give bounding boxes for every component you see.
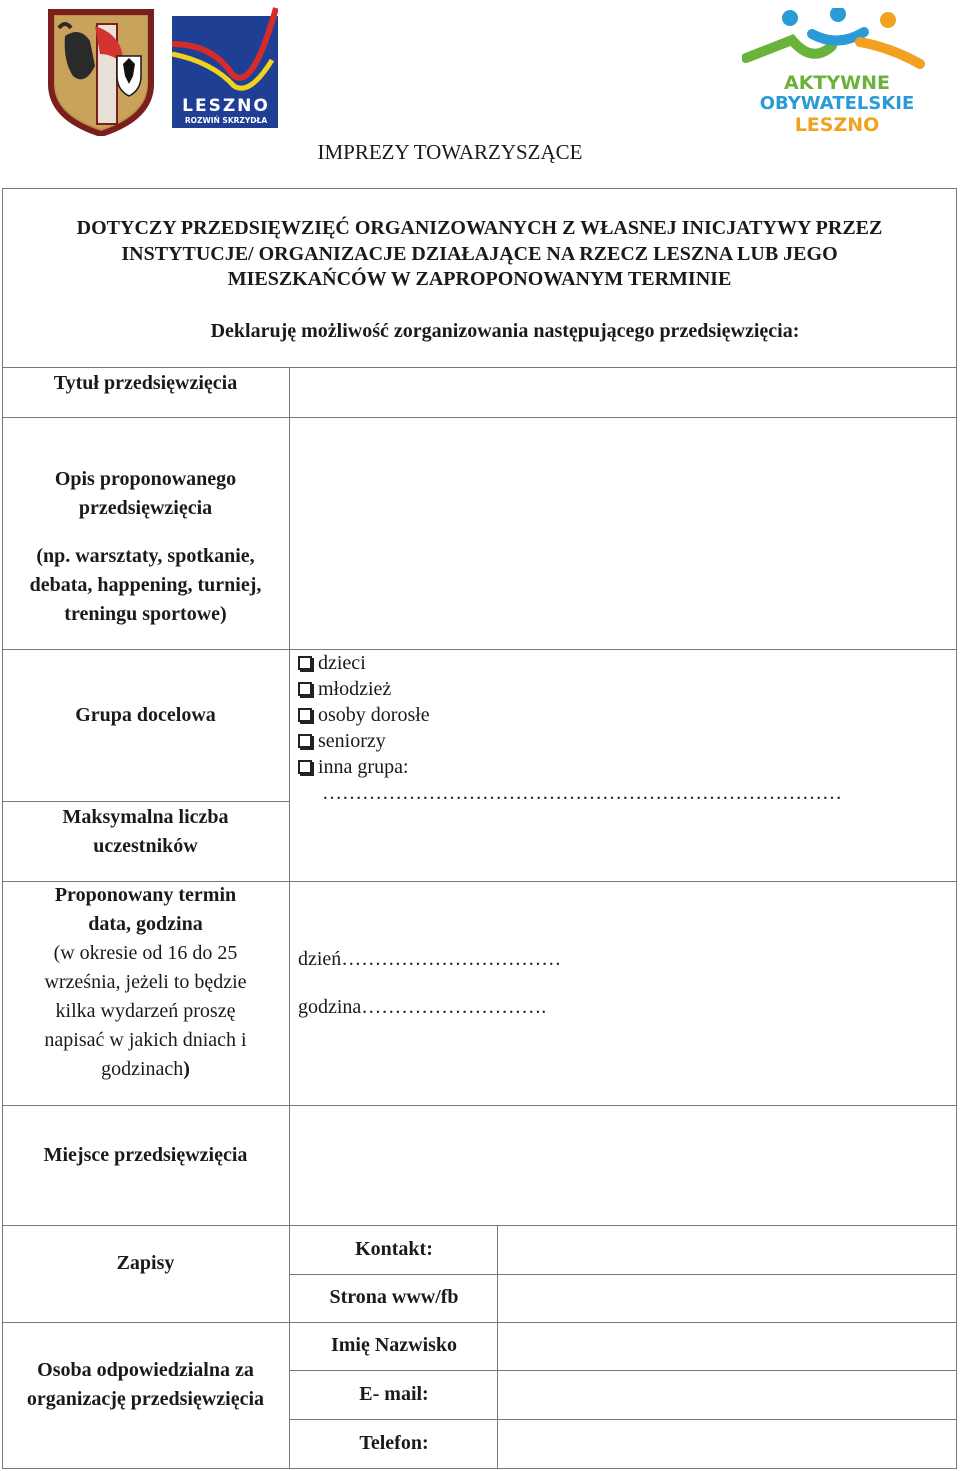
checkbox-icon[interactable] xyxy=(298,760,312,774)
description-hint-line-1: (np. warsztaty, spotkanie, xyxy=(36,545,255,567)
aktywne-obywatelskie-logo xyxy=(742,8,932,138)
coat-of-arms-logo xyxy=(45,6,157,136)
intro-line-1: DOTYCZY PRZEDSIĘWZIĘĆ ORGANIZOWANYCH Z WŁASNEJ INICJATYWY PRZEZ xyxy=(76,217,883,239)
phone-label: Telefon: xyxy=(359,1432,429,1454)
date-hint-line-2: września, jeżeli to będzie xyxy=(44,971,247,993)
intro-line-2: INSTYTUCJE/ ORGANIZACJE DZIAŁAJĄCE NA RZECZ LESZNA LUB JEGO xyxy=(121,243,838,265)
option-other-group[interactable]: inna grupa: xyxy=(298,754,409,780)
page-title: IMPREZY TOWARZYSZĄCE xyxy=(317,140,583,164)
leszno-brand-logo xyxy=(172,4,278,128)
description-hint-line-3: treningu sportowe) xyxy=(64,603,227,625)
checkbox-icon[interactable] xyxy=(298,734,312,748)
description-label-line-2: przedsięwzięcia xyxy=(78,497,213,519)
date-hint-line-4: napisać w jakich dniach i xyxy=(44,1029,247,1051)
leszno-wordmark: LESZNO xyxy=(182,96,270,116)
other-group-dots[interactable]: …………………………………………………………………… xyxy=(322,782,842,804)
description-label-line-1: Opis proponowanego xyxy=(54,468,237,490)
description-hint-line-2: debata, happening, turniej, xyxy=(29,574,262,596)
day-field[interactable]: dzień…………………………… xyxy=(298,948,562,970)
checkbox-icon[interactable] xyxy=(298,708,312,722)
contact-input-cell[interactable] xyxy=(499,1227,955,1273)
aktywne-line3: LESZNO xyxy=(794,114,880,136)
title-input-cell[interactable] xyxy=(291,369,955,416)
contact-label: Kontakt: xyxy=(355,1238,433,1260)
leszno-tagline: ROZWIŃ SKRZYDŁA xyxy=(184,116,268,125)
option-youth[interactable]: młodzież xyxy=(298,676,391,702)
www-input-cell[interactable] xyxy=(499,1276,955,1321)
email-input-cell[interactable] xyxy=(499,1372,955,1418)
date-label-line-1: Proponowany termin xyxy=(54,884,237,906)
hour-field[interactable]: godzina………………………. xyxy=(298,996,547,1018)
name-input-cell[interactable] xyxy=(499,1324,955,1369)
signup-label: Zapisy xyxy=(116,1252,175,1274)
description-input-cell[interactable] xyxy=(291,419,955,648)
option-adults[interactable]: osoby dorosłe xyxy=(298,702,430,728)
intro-line-3: MIESZKAŃCÓW W ZAPROPONOWANYM TERMINIE xyxy=(227,268,732,290)
checkbox-icon[interactable] xyxy=(298,682,312,696)
option-children[interactable]: dzieci xyxy=(298,650,366,676)
option-seniors[interactable]: seniorzy xyxy=(298,728,386,754)
email-label: E- mail: xyxy=(359,1383,429,1405)
name-label: Imię Nazwisko xyxy=(330,1334,458,1356)
responsible-label-line-2: organizację przedsięwzięcia xyxy=(26,1388,265,1410)
date-hint-line-1: (w okresie od 16 do 25 xyxy=(53,942,238,964)
target-group-label: Grupa docelowa xyxy=(75,704,216,726)
responsible-label-line-1: Osoba odpowiedzialna za xyxy=(37,1359,254,1381)
checkbox-icon[interactable] xyxy=(298,656,312,670)
max-participants-label-line-1: Maksymalna liczba xyxy=(62,806,229,828)
date-hint-line-5: godzinach) xyxy=(101,1058,190,1080)
aktywne-line2: OBYWATELSKIE xyxy=(759,93,915,114)
place-input-cell[interactable] xyxy=(291,1107,955,1224)
max-participants-label-line-2: uczestników xyxy=(93,835,198,857)
place-label: Miejsce przedsięwzięcia xyxy=(43,1144,248,1166)
declaration-text: Deklaruję możliwość zorganizowania następującego przedsięwzięcia: xyxy=(210,320,800,342)
title-label: Tytuł przedsięwzięcia xyxy=(53,372,238,394)
phone-input-cell[interactable] xyxy=(499,1421,955,1467)
aktywne-line1: AKTYWNE xyxy=(784,72,890,94)
www-label: Strona www/fb xyxy=(329,1286,459,1308)
date-hint-line-3: kilka wydarzeń proszę xyxy=(55,1000,236,1022)
date-label-line-2: data, godzina xyxy=(88,913,203,935)
